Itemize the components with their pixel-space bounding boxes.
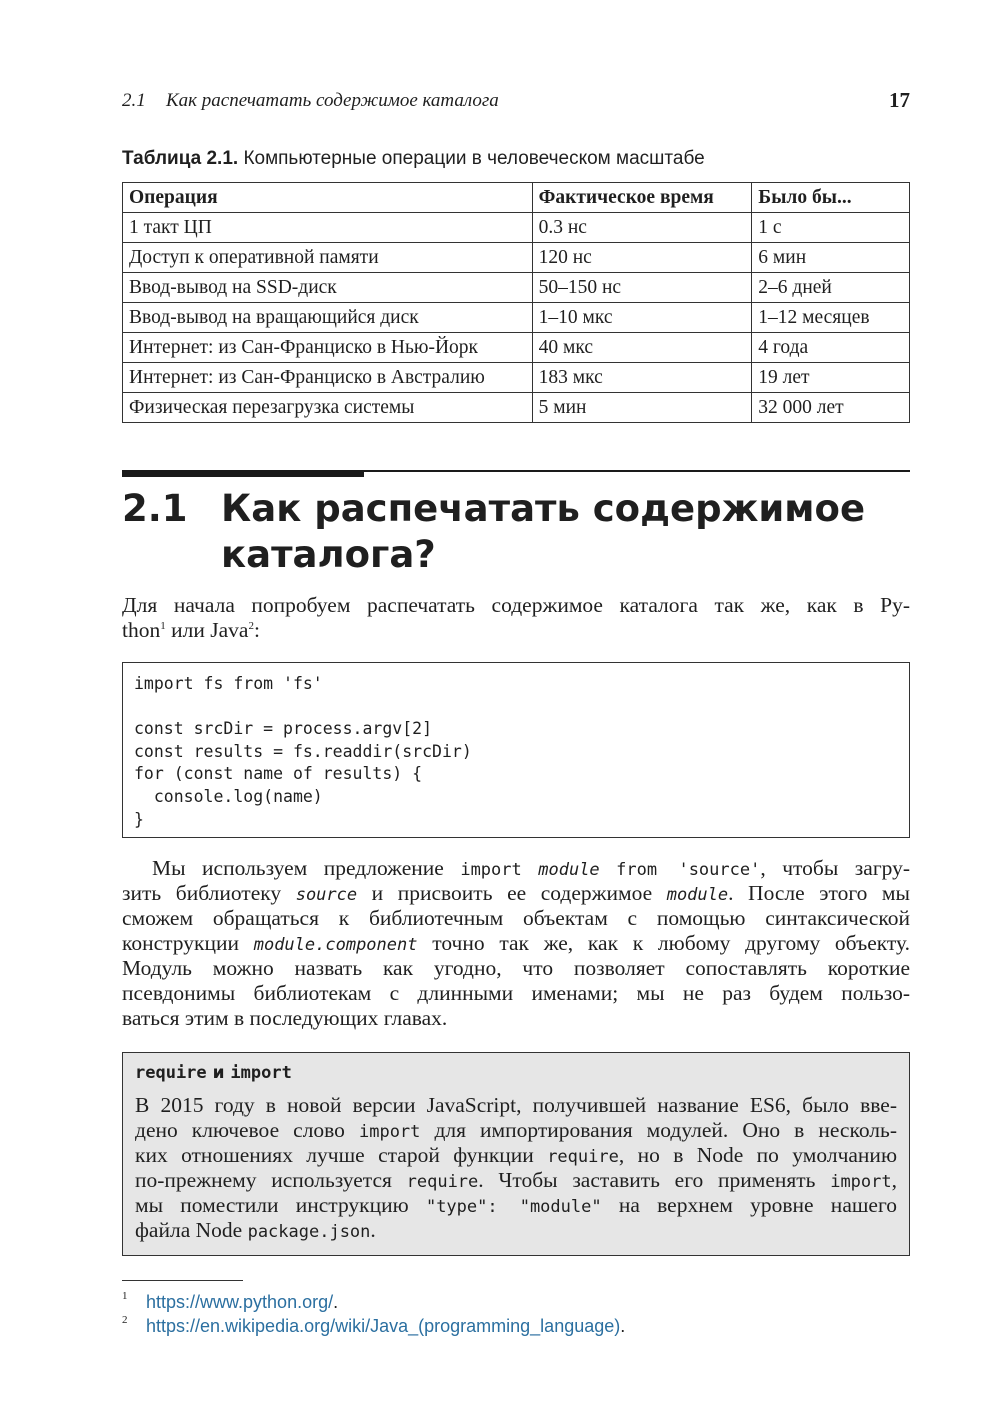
text-line: псевдонимы библиотекам с длинными именами; мы не раз будем пользо- <box>122 981 910 1005</box>
table-header-row <box>123 183 910 213</box>
footnote-link[interactable]: https://www.python.org/ <box>146 1292 334 1312</box>
table-cell: Интернет: из Сан-Франциско в Австралию <box>123 363 533 393</box>
text-run: точно так же, как к любому другому объекту. <box>417 931 910 955</box>
text-line <box>122 856 910 881</box>
body-paragraph <box>122 856 910 1031</box>
text-run: и присвоить ее содержимое <box>357 881 667 905</box>
code-block <box>122 662 910 838</box>
sidebar-body <box>135 1093 897 1243</box>
code-listing: import fs from 'fs' const srcDir = process.argv[2] const results = fs.readdir(srcDir) for (const name of results) { console.log(name) } <box>134 674 472 829</box>
inline-code: from 'source' <box>616 860 761 880</box>
table-caption-label: Таблица 2.1. <box>122 148 239 169</box>
section-title <box>221 486 881 578</box>
footnote-ref[interactable]: 1 <box>160 619 166 632</box>
inline-code: "type": "module" <box>425 1197 602 1217</box>
text-line: Модуль можно назвать как угодно, что позволяет сопоставлять короткие <box>122 956 910 980</box>
table-cell: 1–12 месяцев <box>752 303 910 333</box>
text-line <box>122 881 910 906</box>
text-line <box>135 1193 897 1218</box>
section-rule-thick <box>122 470 364 477</box>
table-caption-text: Компьютерные операции в человеческом масштабе <box>238 148 705 169</box>
table-cell: 0.3 нс <box>532 213 752 243</box>
sidebar-note <box>122 1052 910 1256</box>
inline-code: import <box>358 1122 421 1142</box>
table-cell: 120 нс <box>532 243 752 273</box>
section-number: 2.1 <box>122 487 188 530</box>
table-cell: Интернет: из Сан-Франциско в Нью-Йорк <box>123 333 533 363</box>
text-run: . После этого мы <box>728 881 910 905</box>
inline-code: package.json <box>247 1222 371 1242</box>
page-number: 17 <box>889 88 910 112</box>
text-line: сможем обращаться к библиотечным объектам с помощью синтаксической <box>122 906 910 930</box>
section-rule-thin <box>364 470 910 472</box>
text-line <box>122 931 910 956</box>
operations-table <box>122 182 910 423</box>
text-run: . <box>370 1218 376 1242</box>
text-line: ваться этим в последующих главах. <box>122 1006 448 1030</box>
footnote-link[interactable]: https://en.wikipedia.org/wiki/Java_(programming_language) <box>146 1316 621 1336</box>
text-run: thon <box>122 618 161 642</box>
section-title-line: Как распечатать содержимое <box>221 487 866 530</box>
inline-code: module <box>538 860 600 880</box>
table-cell: 1 такт ЦП <box>123 213 533 243</box>
table-row <box>123 303 910 333</box>
running-head-section-title: Как распечатать содержимое каталога <box>166 90 499 111</box>
text-run: мы поместили инструкцию <box>135 1193 426 1217</box>
intro-paragraph <box>122 593 910 643</box>
table-cell: 6 мин <box>752 243 910 273</box>
sidebar-title <box>135 1063 292 1083</box>
table-header-cell: Операция <box>123 183 533 213</box>
table-header-cell: Было бы... <box>752 183 910 213</box>
text-run: . Чтобы заставить его применять <box>478 1168 831 1192</box>
inline-code: import <box>230 1063 292 1083</box>
inline-code: module <box>666 885 729 905</box>
text-run: зить библиотеку <box>122 881 296 905</box>
inline-code: require <box>547 1147 619 1167</box>
table-cell: 32 000 лет <box>752 393 910 423</box>
footnote-text <box>146 1292 338 1313</box>
table-row <box>123 213 910 243</box>
text-run: . <box>333 1292 339 1312</box>
text-line <box>122 618 910 643</box>
table-cell: Доступ к оперативной памяти <box>123 243 533 273</box>
footnote-text <box>146 1316 625 1337</box>
text-line <box>135 1218 897 1243</box>
table-cell: 1 с <box>752 213 910 243</box>
inline-code: import <box>460 860 522 880</box>
text-run: , <box>891 1168 897 1192</box>
table-row <box>123 273 910 303</box>
footnote-number: 1 <box>122 1290 128 1302</box>
inline-code: import <box>830 1172 892 1192</box>
table-cell: 19 лет <box>752 363 910 393</box>
text-run: ких отношениях лучше старой функции <box>135 1143 548 1167</box>
text-run: , но в Node по умолчанию <box>618 1143 898 1167</box>
table-row <box>123 333 910 363</box>
table-cell: 50–150 нс <box>532 273 752 303</box>
text-run: или Java <box>165 618 249 642</box>
table-row <box>123 393 910 423</box>
table-cell: 2–6 дней <box>752 273 910 303</box>
table-caption <box>122 148 705 170</box>
text-line <box>135 1118 897 1143</box>
table-cell: 4 года <box>752 333 910 363</box>
text-run: для импортирования модулей. Оно в несколь- <box>420 1118 897 1142</box>
text-run: Мы используем предложение <box>152 856 461 880</box>
text-run: дено ключевое слово <box>135 1118 359 1142</box>
text-line <box>135 1168 897 1193</box>
table-cell: 183 мкс <box>532 363 752 393</box>
footnote-rule <box>122 1280 243 1281</box>
table-cell: 5 мин <box>532 393 752 423</box>
table-cell: 1–10 мкс <box>532 303 752 333</box>
table-row <box>123 363 910 393</box>
text-run: : <box>253 618 260 642</box>
running-head-section-number: 2.1 <box>122 90 146 111</box>
text-run: , чтобы загру- <box>760 856 911 880</box>
section-title-line: каталога? <box>221 533 436 576</box>
table-cell: Физическая перезагрузка системы <box>123 393 533 423</box>
table-cell: 40 мкс <box>532 333 752 363</box>
inline-code: source <box>295 885 358 905</box>
table-row <box>123 243 910 273</box>
footnote-number: 2 <box>122 1314 128 1326</box>
table-cell: Ввод-вывод на вращающийся диск <box>123 303 533 333</box>
text-run: на верхнем уровне нашего <box>601 1193 897 1217</box>
inline-code: require <box>135 1063 207 1083</box>
footnote-ref[interactable]: 2 <box>248 619 254 632</box>
inline-code: module.component <box>253 935 418 955</box>
inline-code: require <box>406 1172 479 1192</box>
text-line: Для начала попробуем распечатать содержимое каталога так же, как в Py- <box>122 593 910 617</box>
table-header-cell: Фактическое время <box>532 183 752 213</box>
text-run: по-прежнему используется <box>135 1168 407 1192</box>
text-line: В 2015 году в новой версии JavaScript, получившей название ES6, было вве- <box>135 1093 897 1117</box>
running-head <box>122 88 910 118</box>
table-cell: Ввод-вывод на SSD-диск <box>123 273 533 303</box>
text-run: . <box>620 1316 626 1336</box>
text-run: и <box>206 1063 231 1083</box>
text-run: файла Node <box>135 1218 248 1242</box>
text-run: конструкции <box>122 931 254 955</box>
text-line <box>135 1143 897 1168</box>
